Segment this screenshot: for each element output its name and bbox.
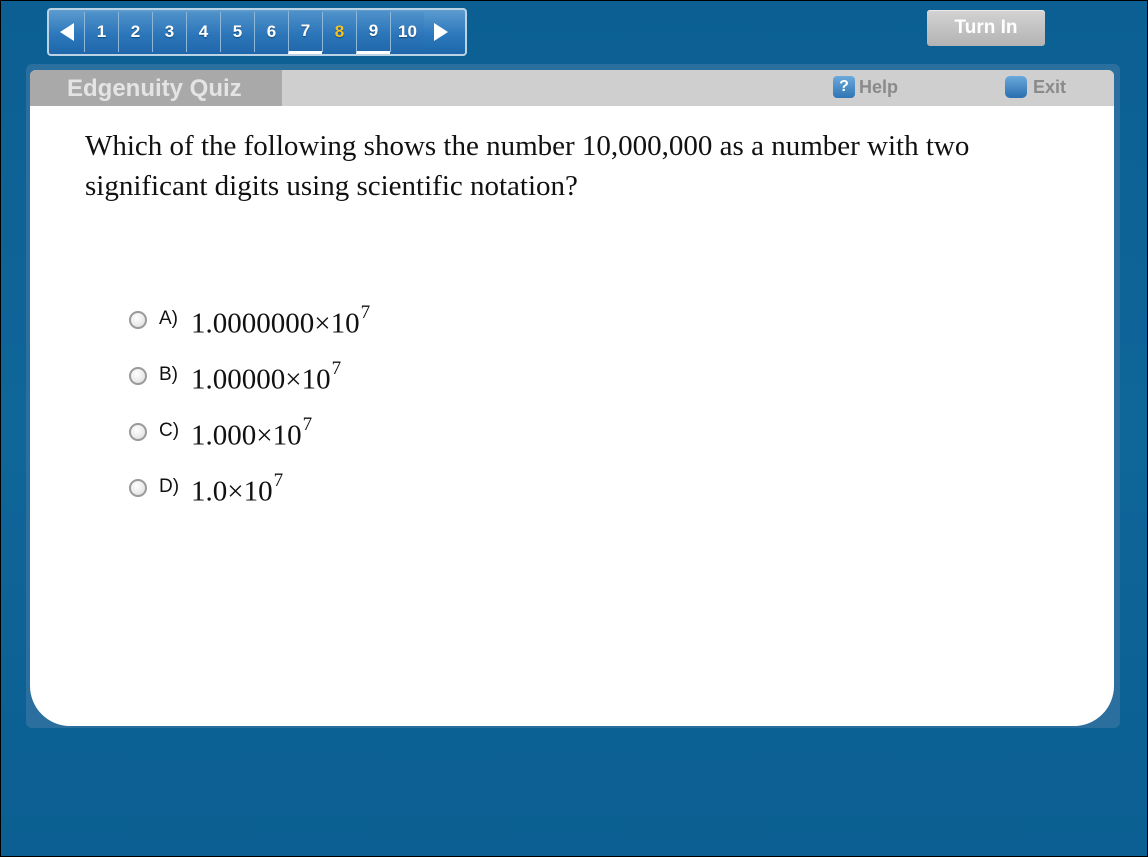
quiz-title: Edgenuity Quiz [67, 75, 242, 102]
choice-c-times: ×10 [256, 419, 302, 452]
exit-label: Exit [1033, 76, 1067, 97]
question-3-button[interactable]: 3 [152, 12, 186, 52]
exit-icon [1005, 76, 1027, 98]
choice-d-letter: D) [159, 476, 180, 497]
choice-c-mantissa: 1.000 [191, 419, 257, 452]
quiz-panel [30, 70, 1114, 726]
choice-b-exponent: 7 [331, 358, 342, 379]
left-arrow-icon [58, 22, 76, 42]
title-tab [30, 70, 282, 106]
question-text: Which of the following shows the number 10,000,000 as a number with two significant digits using scientific notation? [85, 130, 970, 202]
answer-choices [129, 302, 371, 530]
choice-a[interactable] [129, 302, 371, 362]
choice-a-exponent: 7 [360, 302, 371, 323]
choice-d-mantissa: 1.0 [191, 475, 228, 508]
question-10-button[interactable]: 10 [390, 12, 424, 52]
question-6-button[interactable]: 6 [254, 12, 288, 52]
help-button[interactable] [833, 76, 898, 98]
choice-d[interactable] [129, 470, 370, 530]
choice-a-expression [191, 302, 371, 341]
question-5-button[interactable]: 5 [220, 12, 254, 52]
choice-d-radio[interactable] [129, 479, 147, 497]
choice-d-expression [191, 470, 284, 509]
question-2-button[interactable]: 2 [118, 12, 152, 52]
choice-c-exponent: 7 [302, 414, 313, 435]
choice-a-times: ×10 [314, 307, 360, 340]
choice-d-exponent: 7 [273, 470, 284, 491]
question-navigator [47, 8, 467, 56]
choice-a-mantissa: 1.0000000 [191, 307, 315, 340]
choice-d-times: ×10 [227, 475, 273, 508]
choice-a-letter: A) [159, 308, 178, 329]
question-1-button[interactable]: 1 [84, 12, 118, 52]
help-label: Help [859, 76, 899, 97]
question-7-button[interactable]: 7 [288, 11, 322, 54]
title-bar [30, 70, 1114, 106]
choice-b[interactable] [129, 358, 370, 418]
choice-c[interactable] [129, 414, 370, 474]
right-arrow-icon [432, 22, 450, 42]
question-4-button[interactable]: 4 [186, 12, 220, 52]
next-question-button[interactable] [424, 12, 458, 52]
question-8-button[interactable]: 8 [322, 12, 356, 52]
choice-a-radio[interactable] [129, 311, 147, 329]
choice-c-letter: C) [159, 420, 180, 441]
prev-question-button[interactable] [50, 12, 84, 52]
choice-b-letter: B) [159, 364, 178, 385]
choice-b-times: ×10 [285, 363, 331, 396]
question-mark-icon: ? [833, 76, 855, 98]
turn-in-button[interactable]: Turn In [927, 10, 1045, 46]
choice-b-expression [191, 358, 342, 397]
choice-b-radio[interactable] [129, 367, 147, 385]
choice-b-mantissa: 1.00000 [191, 363, 286, 396]
choice-c-radio[interactable] [129, 423, 147, 441]
question-9-button[interactable]: 9 [356, 11, 390, 54]
exit-button[interactable] [1005, 76, 1066, 98]
choice-c-expression [191, 414, 313, 453]
